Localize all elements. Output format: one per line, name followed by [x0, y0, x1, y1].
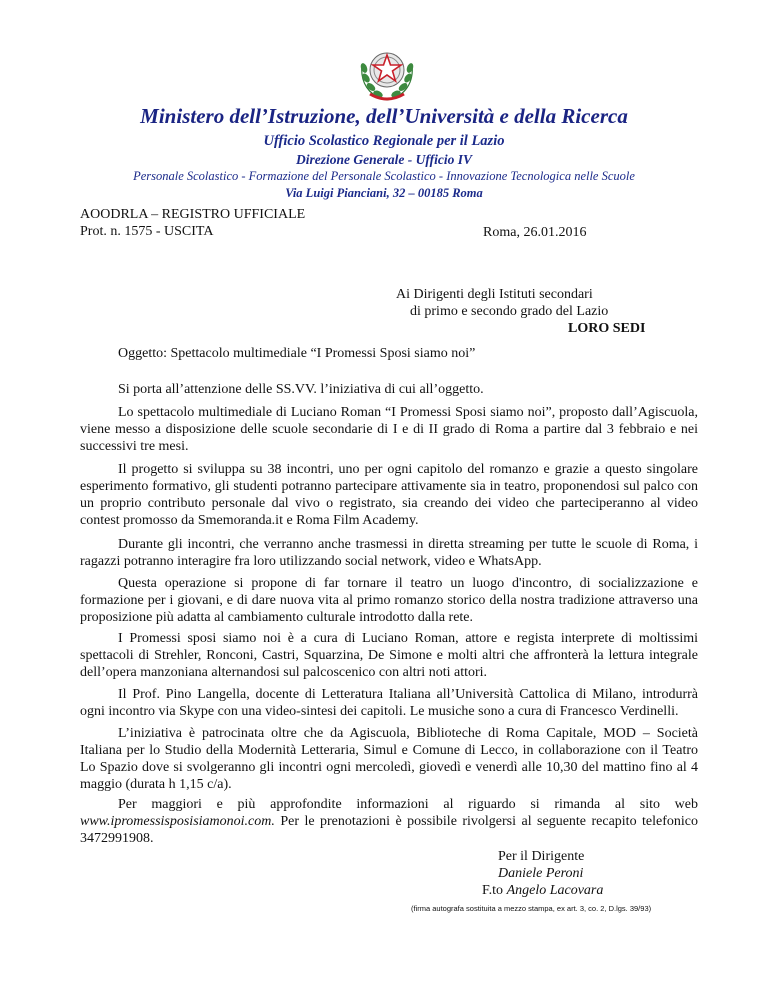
closing-paragraph — [80, 796, 698, 847]
office-address: Via Luigi Pianciani, 32 – 00185 Roma — [285, 186, 483, 200]
direction-title: Direzione Generale - Ufficio IV — [296, 152, 472, 167]
office-title: Ufficio Scolastico Regionale per il Lazio — [263, 133, 505, 149]
closing-text: Per le prenotazioni è possibile rivolgersi al seguente recapito telefonico 3472991908. — [80, 814, 699, 846]
intro-line: Si porta all’attenzione delle SS.VV. l’iniziativa di cui all’oggetto. — [118, 382, 484, 397]
body-paragraph: I Promessi sposi siamo noi è a cura di Luciano Roman, attore e regista interprete di moltissimi spettacoli di Strehler, Ronconi, Castri, Squarzina, De Simone e molti altri che affronterà la lettura integrale dell’opera manzoniana alternandosi sul palcoscenico con altri noti attori. — [80, 631, 698, 680]
subject-line: Oggetto: Spettacolo multimediale “I Promessi Sposi siamo noi” — [118, 346, 476, 361]
body-paragraph: Lo spettacolo multimediale di Luciano Roman “I Promessi Sposi siamo noi”, proposto dall’Agiscuola, viene messo a disposizione delle scuole secondarie di I e di II grado di Roma a partire dal 3 febbraio e nei successivi tre mesi. — [80, 405, 698, 454]
signature-role: Per il Dirigente — [498, 849, 585, 864]
recipient-block — [396, 286, 645, 337]
body-paragraph: L’iniziativa è patrocinata oltre che da Agiscuola, Biblioteche di Roma Capitale, MOD – Società Italiana per lo Studio della Modernità Letteraria, Simul e Comune di Lecco, in collaborazione con il Teatro Lo Spazio dove si svolgeranno gli incontri ogni mercoledì, giovedì e venerdì alle 10,30 del mattino fino al 4 maggio (durata h 1,15 c/a). — [80, 726, 698, 792]
signature-signer-name: Angelo Lacovara — [506, 883, 604, 898]
registry-line: AOODRLA – REGISTRO UFFICIALE — [80, 207, 306, 222]
recipient-line: LORO SEDI — [568, 321, 646, 336]
protocol-number: Prot. n. 1575 - USCITA — [80, 224, 214, 239]
body-paragraph: Questa operazione si propone di far tornare il teatro un luogo d'incontro, di socializzazione e formazione per i giovani, e di dare nuova vita al primo romanzo storico della nostra tradizione attraverso una proposizione più adatta al cambiamento culturale introdotto dalla rete. — [80, 576, 698, 625]
personnel-subtitle: Personale Scolastico - Formazione del Personale Scolastico - Innovazione Tecnologica nelle Scuole — [133, 169, 635, 183]
body-paragraph: Il progetto si sviluppa su 38 incontri, uno per ogni capitolo del romanzo e grazie a questo singolare esperimento formativo, gli studenti potranno partecipare attivamente sia in teatro, proponendosi sul palco con un proprio contributo personale dal vivo o registrato, sia creando dei video che parteciperanno al video contest promosso da Smemoranda.it e Roma Film Academy. — [80, 462, 698, 528]
italian-republic-emblem-icon — [356, 38, 418, 106]
body-paragraph: Il Prof. Pino Langella, docente di Letteratura Italiana all’Università Cattolica di Milano, introdurrà ogni incontro via Skype con una video-sintesi dei capitoli. Le musiche sono a cura di Francesco Verdinelli. — [80, 687, 698, 719]
website-link[interactable]: www.ipromessisposisiamonoi.com. — [80, 814, 275, 829]
signature-note: (firma autografa sostituita a mezzo stampa, ex art. 3, co. 2, D.lgs. 39/93) — [411, 904, 652, 913]
body-paragraph: Durante gli incontri, che verranno anche trasmessi in diretta streaming per tutte le scuole di Roma, i ragazzi potranno interagire fra loro utilizzando social network, video e WhatsApp. — [80, 537, 698, 569]
closing-text: Per maggiori e più approfondite informazioni al riguardo si rimanda al sito web — [118, 797, 698, 812]
recipient-line: Ai Dirigenti degli Istituti secondari — [396, 287, 593, 302]
signature-name: Daniele Peroni — [498, 866, 584, 881]
recipient-line: di primo e secondo grado del Lazio — [410, 304, 609, 319]
letter-date: Roma, 26.01.2016 — [483, 225, 587, 240]
ministry-title: Ministero dell’Istruzione, dell’Università e della Ricerca — [140, 104, 628, 128]
signature-signer — [482, 882, 603, 899]
signature-fto: F.to — [482, 883, 504, 898]
